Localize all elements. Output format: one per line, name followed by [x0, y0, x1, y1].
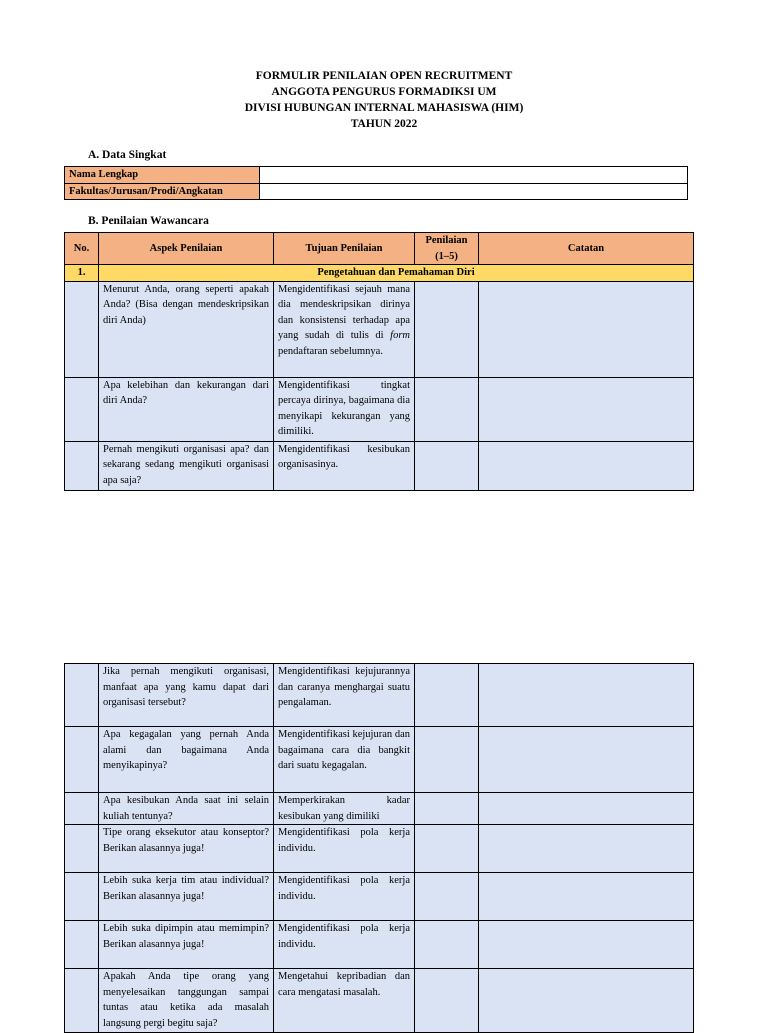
- tujuan-cell: Mengidentifikasi kejujurannya dan caranya menghargai suatu pengalaman.: [274, 664, 415, 727]
- aspek-cell: Jika pernah mengikuti organisasi, manfaat apa yang kamu dapat dari organisasi tersebut?: [99, 664, 274, 727]
- title-line-2: ANGGOTA PENGURUS FORMADIKSI UM: [271, 86, 497, 98]
- row-number-cell: [65, 377, 99, 441]
- aspek-cell: Tipe orang eksekutor atau konseptor? Berikan alasannya juga!: [99, 825, 274, 873]
- tujuan-cell: Mengidentifikasi kejujuran dan bagaimana cara dia bangkit dari suatu kegagalan.: [274, 727, 415, 793]
- col-aspek-header: Aspek Penilaian: [99, 233, 274, 265]
- group-number: 1.: [65, 265, 99, 282]
- catatan-cell[interactable]: [479, 377, 694, 441]
- row-number-cell: [65, 873, 99, 921]
- nilai-cell[interactable]: [415, 873, 479, 921]
- table-row: [65, 969, 694, 1033]
- wawancara-table-continued: [64, 663, 694, 1033]
- catatan-cell[interactable]: [479, 727, 694, 793]
- nilai-cell[interactable]: [415, 825, 479, 873]
- tujuan-text: pendaftaran sebelumnya.: [278, 345, 383, 357]
- title-line-3: DIVISI HUBUNGAN INTERNAL MAHASISWA (HIM): [244, 102, 524, 114]
- table-row: [65, 921, 694, 969]
- section-b-label: B. Penilaian Wawancara: [88, 215, 209, 227]
- nilai-cell[interactable]: [415, 969, 479, 1033]
- col-catatan-header: Catatan: [479, 233, 694, 265]
- catatan-cell[interactable]: [479, 873, 694, 921]
- data-singkat-table: [64, 166, 688, 200]
- nilai-cell[interactable]: [415, 921, 479, 969]
- section-group-row: [65, 265, 694, 282]
- section-a-label: A. Data Singkat: [88, 149, 167, 161]
- aspek-cell: Lebih suka dipimpin atau memimpin? Berikan alasannya juga!: [99, 921, 274, 969]
- table-row: [65, 281, 694, 377]
- fakultas-label: Fakultas/Jurusan/Prodi/Angkatan: [65, 183, 260, 200]
- catatan-cell[interactable]: [479, 793, 694, 825]
- row-number-cell: [65, 969, 99, 1033]
- tujuan-cell: Mengidentifikasi tingkat percaya dirinya, bagaimana dia menyikapi kekurangan yang dimiliki.: [274, 377, 415, 441]
- table-row: [65, 873, 694, 921]
- nama-lengkap-field[interactable]: [260, 167, 688, 184]
- aspek-cell: Menurut Anda, orang seperti apakah Anda? (Bisa dengan mendeskripsikan diri Anda): [99, 281, 274, 377]
- aspek-cell: Lebih suka kerja tim atau individual? Berikan alasannya juga!: [99, 873, 274, 921]
- col-nilai-header-line-1: Penilaian: [425, 235, 468, 246]
- col-nilai-header: [415, 233, 479, 265]
- catatan-cell[interactable]: [479, 281, 694, 377]
- aspek-cell: Apa kesibukan Anda saat ini selain kuliah tentunya?: [99, 793, 274, 825]
- nilai-cell[interactable]: [415, 441, 479, 490]
- tujuan-cell: Mengetahui kepribadian dan cara mengatasi masalah.: [274, 969, 415, 1033]
- aspek-cell: Apakah Anda tipe orang yang menyelesaikan tanggungan sampai tuntas atau ketika ada masalah langsung pergi begitu saja?: [99, 969, 274, 1033]
- catatan-cell[interactable]: [479, 664, 694, 727]
- table-row: [65, 825, 694, 873]
- nilai-cell[interactable]: [415, 377, 479, 441]
- nilai-cell[interactable]: [415, 664, 479, 727]
- catatan-cell[interactable]: [479, 441, 694, 490]
- table-row: [65, 441, 694, 490]
- aspek-cell: Apa kegagalan yang pernah Anda alami dan bagaimana Anda menyikapinya?: [99, 727, 274, 793]
- tujuan-cell: Mengidentifikasi kesibukan organisasinya.: [274, 441, 415, 490]
- table-row: [65, 793, 694, 825]
- tujuan-cell: Mengidentifikasi pola kerja individu.: [274, 825, 415, 873]
- row-number-cell: [65, 825, 99, 873]
- col-nilai-header-line-2: (1–5): [435, 250, 458, 262]
- nilai-cell[interactable]: [415, 727, 479, 793]
- row-number-cell: [65, 281, 99, 377]
- tujuan-cell: Memperkirakan kadar kesibukan yang dimiliki: [274, 793, 415, 825]
- aspek-cell: Apa kelebihan dan kekurangan dari diri Anda?: [99, 377, 274, 441]
- table-row: [65, 727, 694, 793]
- nama-lengkap-label: Nama Lengkap: [65, 167, 260, 184]
- aspek-cell: Pernah mengikuti organisasi apa? dan sekarang sedang mengikuti organisasi apa saja?: [99, 441, 274, 490]
- nilai-cell[interactable]: [415, 281, 479, 377]
- table-row: [65, 377, 694, 441]
- nilai-cell[interactable]: [415, 793, 479, 825]
- tujuan-cell: Mengidentifikasi pola kerja individu.: [274, 921, 415, 969]
- row-number-cell: [65, 664, 99, 727]
- tujuan-text: Mengidentifikasi sejauh mana dia mendeskripsikan dirinya dan konsistensi terhadap apa yang sudah di tulis di: [278, 283, 410, 341]
- table-header-row: [65, 233, 694, 265]
- title-line-4: TAHUN 2022: [350, 118, 418, 130]
- catatan-cell[interactable]: [479, 825, 694, 873]
- tujuan-emphasis: form: [390, 330, 410, 341]
- row-number-cell: [65, 793, 99, 825]
- row-number-cell: [65, 921, 99, 969]
- catatan-cell[interactable]: [479, 921, 694, 969]
- table-row: [65, 664, 694, 727]
- table-row: [65, 183, 688, 200]
- title-line-1: FORMULIR PENILAIAN OPEN RECRUITMENT: [255, 70, 513, 82]
- form-title: [0, 68, 768, 132]
- col-tujuan-header: Tujuan Penilaian: [274, 233, 415, 265]
- table-row: [65, 167, 688, 184]
- fakultas-field[interactable]: [260, 183, 688, 200]
- row-number-cell: [65, 727, 99, 793]
- tujuan-cell: [274, 281, 415, 377]
- group-name: Pengetahuan dan Pemahaman Diri: [99, 265, 694, 282]
- col-no-header: No.: [65, 233, 99, 265]
- row-number-cell: [65, 441, 99, 490]
- catatan-cell[interactable]: [479, 969, 694, 1033]
- wawancara-table: [64, 232, 694, 491]
- tujuan-cell: Mengidentifikasi pola kerja individu.: [274, 873, 415, 921]
